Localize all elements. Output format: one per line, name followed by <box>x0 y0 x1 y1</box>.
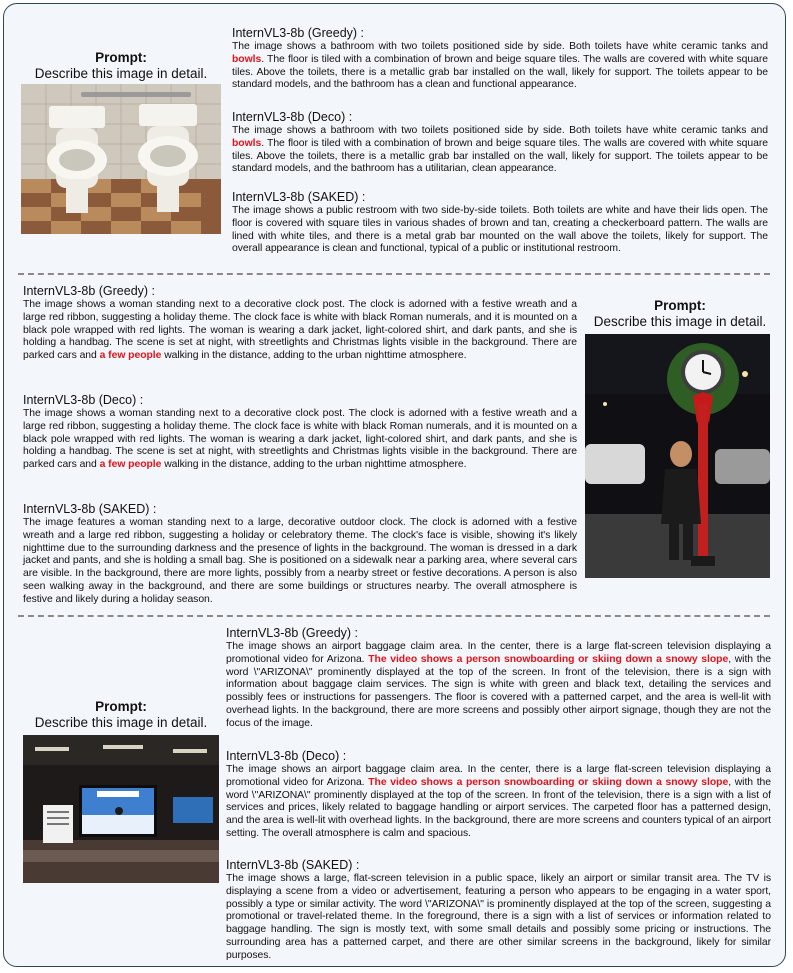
response-ex3-saked <box>226 858 771 963</box>
response-text: The image shows an airport baggage claim area. In the center, there is a large flat-screen television displaying a promotional video for Arizona. The video shows a person snowboarding or skiing down a snowy slope, with the word \"ARIZONA\" prominently displayed at the top of the screen. In front of the television, there is a sign with information about baggage claim services. The sign is white with green and black text, detailing the services and possibly fees or instructions for passengers. The floor is covered with a patterned carpet, and the area is well-lit with overhead lights. In the background, there are more screens and possibly other airport signage, though they are not the focus of the image. <box>226 641 771 729</box>
model-title: InternVL3-8b (Deco) : <box>226 749 347 763</box>
prompt-text: Describe this image in detail. <box>34 66 208 81</box>
response-ex3-deco <box>226 749 771 841</box>
bathroom-photo <box>21 84 221 234</box>
response-ex2-saked <box>23 502 577 607</box>
section-divider <box>18 273 770 275</box>
response-text: The image shows a large, flat-screen television in a public space, likely an airport or similar transit area. The TV is displaying a scene from a video or advertisement, featuring a person who appears to be engaging in a water sport, possibly a type or similar activity. The word \"ARIZONA\" is prominently displayed at the top of the screen, suggesting a promotional or travel-related theme. In the foreground, there is a sign with a list of services or information related to baggage handling. The sign is mostly text, with some small details and possibly some pricing or instructions. The surrounding area has a patterned carpet, and there are other similar screens in the background, likely for similar purposes. <box>226 873 771 961</box>
section-divider <box>18 615 770 617</box>
prompt-box-3 <box>16 699 226 731</box>
model-title: InternVL3-8b (SAKED) : <box>226 858 360 872</box>
hallucination-highlight: The video shows a person snowboarding or skiing down a snowy slope <box>368 653 729 665</box>
response-text: The image shows a woman standing next to a decorative clock post. The clock is adorned with a festive wreath and a large red ribbon, suggesting a holiday theme. The clock face is white with black Roman numerals, and it is mounted on a black pole wrapped with red lights. The woman is wearing a dark jacket, light-colored shirt, and dark pants, and she is holding a handbag. The scene is set at night, with streetlights and Christmas lights visible in the background. There are parked cars and a few people walking in the distance, adding to the urban nighttime atmosphere. <box>23 299 577 362</box>
model-title: InternVL3-8b (SAKED) : <box>232 190 366 204</box>
response-text: The image features a woman standing next to a large, decorative outdoor clock. The clock is adorned with a festive wreath and a large red ribbon, suggesting a holiday or celebratory theme. The clock's face is visible, showing it's likely nighttime due to the surrounding darkness and the presence of lights in the background. The woman is dressed in a dark jacket and pants, and she is holding a small bag. She is positioned on a sidewalk near a parking area, where several cars are visible. In the background, there are more lights, possibly from a nearby street or festive decorations. A person is also seen walking away in the background, and there are some buildings or structures nearby. The overall atmosphere is festive and likely during a holiday season. <box>23 517 577 605</box>
response-ex3-greedy <box>226 626 771 731</box>
response-ex2-greedy <box>23 284 577 363</box>
model-title: InternVL3-8b (Greedy) : <box>23 284 156 298</box>
hallucination-highlight: a few people <box>99 350 162 362</box>
model-title: InternVL3-8b (Greedy) : <box>232 26 365 40</box>
clock-night-photo <box>585 334 770 578</box>
prompt-box-2 <box>582 298 778 330</box>
model-title: InternVL3-8b (Deco) : <box>23 393 144 407</box>
figure-panel <box>3 3 786 967</box>
response-ex2-deco <box>23 393 577 472</box>
response-text: The image shows a bathroom with two toilets positioned side by side. Both toilets have white ceramic tanks and bowls. The floor is tiled with a combination of brown and beige square tiles. The walls are covered with white square tiles. Above the toilets, there is a metallic grab bar installed on the wall, likely for support. The toilets appear to be standard models, and the bathroom has a clean and functional appearance. <box>232 41 768 91</box>
hallucination-highlight: bowls <box>232 137 262 149</box>
model-title: InternVL3-8b (Deco) : <box>232 110 353 124</box>
prompt-text: Describe this image in detail. <box>34 715 208 730</box>
prompt-box-1 <box>16 50 226 82</box>
model-title: InternVL3-8b (Greedy) : <box>226 626 359 640</box>
prompt-label: Prompt: <box>95 50 147 65</box>
response-ex1-saked <box>232 190 768 256</box>
prompt-text: Describe this image in detail. <box>593 314 767 329</box>
hallucination-highlight: a few people <box>99 459 162 471</box>
response-text: The image shows a woman standing next to a decorative clock post. The clock is adorned with a festive wreath and a large red ribbon, suggesting a holiday theme. The clock face is white with black Roman numerals, and it is mounted on a black pole wrapped with red lights. The woman is wearing a dark jacket, light-colored shirt, and dark pants, and she is holding a handbag. The scene is set at night, with streetlights and Christmas lights visible in the background. There are parked cars and a few people walking in the distance, adding to the urban nighttime atmosphere. <box>23 408 577 471</box>
hallucination-highlight: bowls <box>232 53 262 65</box>
prompt-label: Prompt: <box>654 298 706 313</box>
response-text: The image shows an airport baggage claim area. In the center, there is a large flat-screen television displaying a promotional video for Arizona. The video shows a person snowboarding or skiing down a snowy slope, with the word \"ARIZONA\" prominently displayed at the top of the screen. In front of the television, there is a sign with a list of services and prices, likely related to baggage handling or airport services. The carpeted floor has a patterned design, and the area is well-lit with overhead lights. In the background, there are more screens and counters typical of an airport setting. The overall atmosphere is calm and spacious. <box>226 764 771 839</box>
response-text: The image shows a public restroom with two side-by-side toilets. Both toilets are white and have their lids open. The floor is covered with square tiles in various shades of brown and tan, creating a checkerboard pattern. The walls are lined with white tiles, and there is a metal grab bar mounted on the wall above the toilets, likely for support. The overall appearance is clean and functional, typical of a public or institutional restroom. <box>232 205 768 255</box>
response-ex1-deco <box>232 110 768 176</box>
model-title: InternVL3-8b (SAKED) : <box>23 502 157 516</box>
response-text: The image shows a bathroom with two toilets positioned side by side. Both toilets have white ceramic tanks and bowls. The floor is tiled with a combination of brown and beige square tiles. The walls are covered with white square tiles. Above the toilets, there is a metallic grab bar installed on the wall, likely for support. The toilets appear to be standard models, and the bathroom has a utilitarian, clean appearance. <box>232 125 768 175</box>
airport-screen-photo <box>23 735 219 883</box>
hallucination-highlight: The video shows a person snowboarding or skiing down a snowy slope <box>368 776 729 788</box>
response-ex1-greedy <box>232 26 768 92</box>
prompt-label: Prompt: <box>95 699 147 714</box>
